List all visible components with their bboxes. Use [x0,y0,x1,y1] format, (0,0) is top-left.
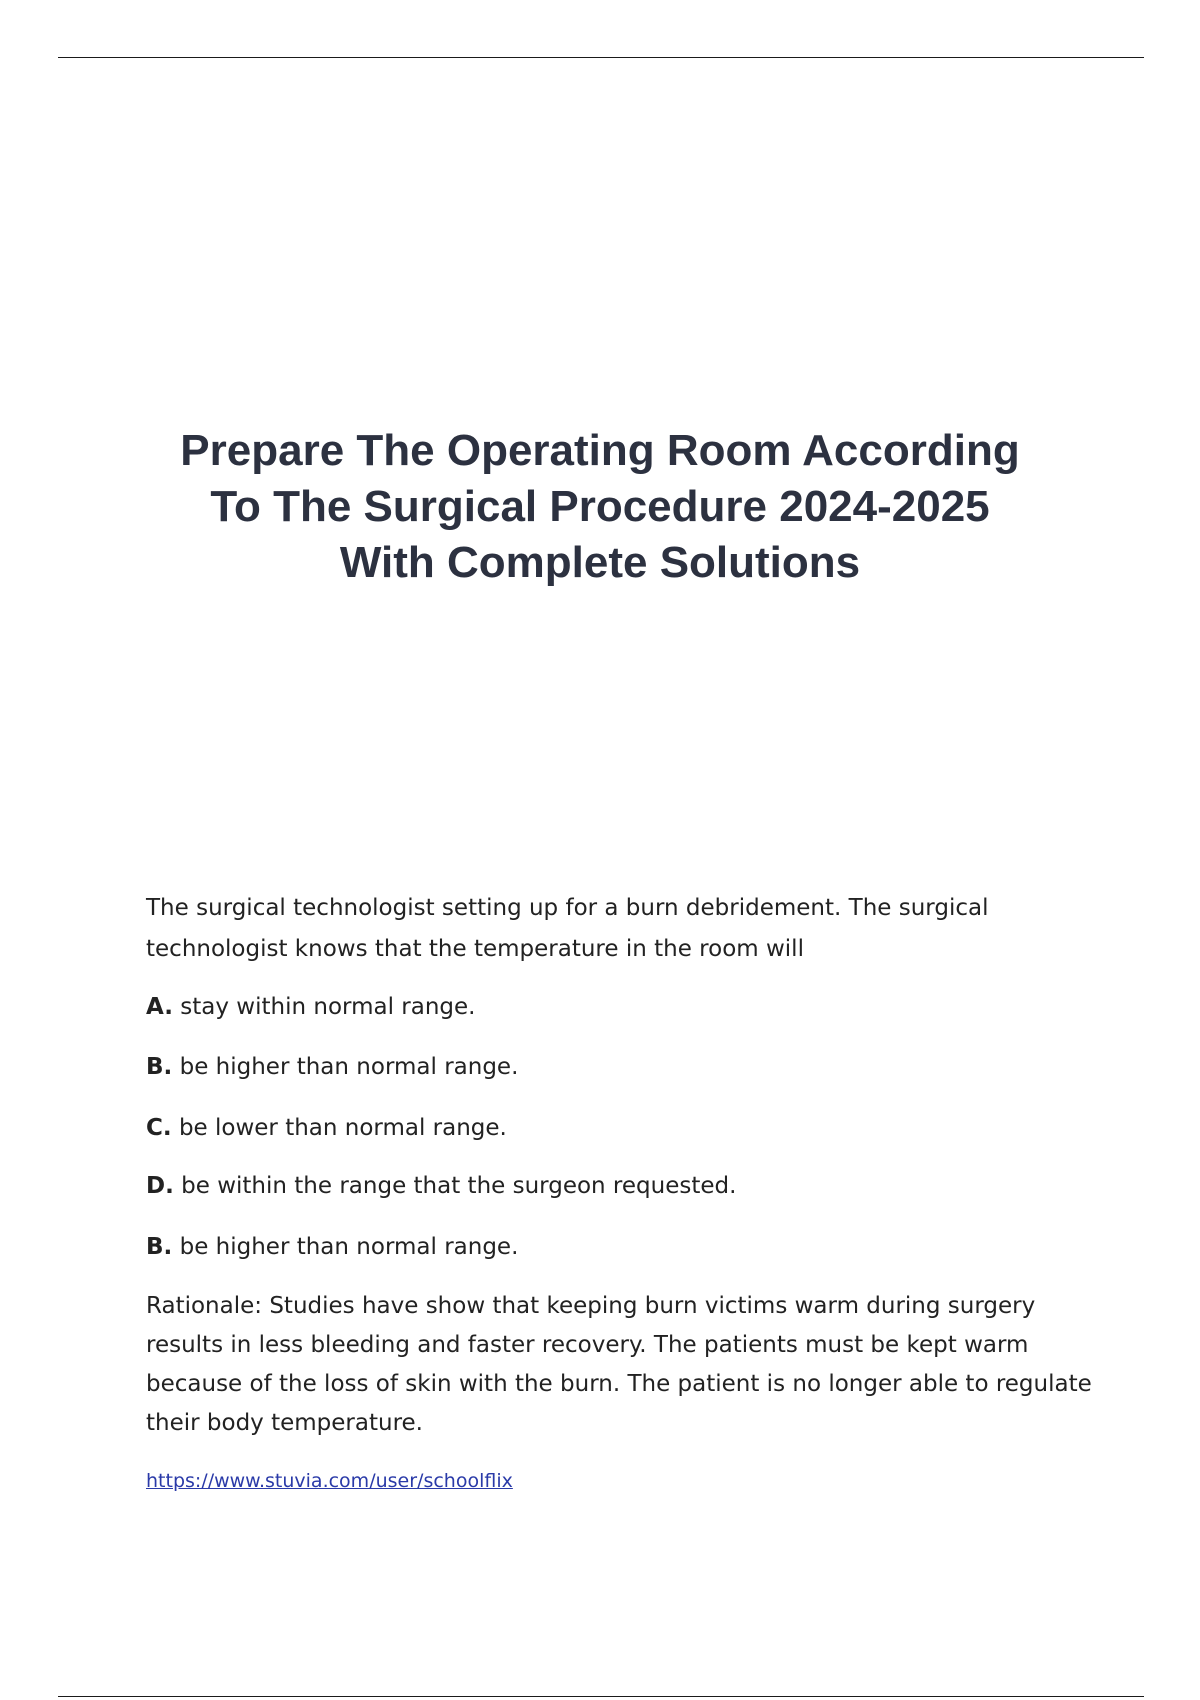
title-line-1: Prepare The Operating Room According [180,426,1020,475]
option-c-letter: C. [146,1115,172,1141]
option-b-text: be higher than normal range. [179,1054,519,1080]
option-b [146,1047,1096,1088]
option-a-text: stay within normal range. [180,994,476,1020]
option-c-text: be lower than normal range. [178,1115,507,1141]
option-d-letter: D. [146,1173,174,1199]
question-text: The surgical technologist setting up for a burn debridement. The surgical technologist knows that the temperature in the room will [146,895,989,962]
answer-letter: B. [146,1234,173,1260]
header-rule [58,57,1144,58]
answer-text: be higher than normal range. [179,1234,519,1260]
option-b-letter: B. [146,1054,173,1080]
footer-rule [58,1696,1144,1697]
option-c [146,1108,1096,1149]
answer [146,1227,1096,1268]
option-a [146,987,1096,1028]
rationale-text: Rationale: Studies have show that keeping burn victims warm during surgery results in less bleeding and faster recovery. The patients must be kept warm because of the loss of skin with the burn. The patient is no longer able to regulate their body temperature. [146,1293,1092,1436]
source-link[interactable]: https://www.stuvia.com/user/schoolflix [146,1470,513,1492]
title-line-2: To The Surgical Procedure 2024-2025 [210,482,990,531]
option-d-text: be within the range that the surgeon requested. [181,1173,737,1199]
option-a-letter: A. [146,994,173,1020]
question-block [146,888,1096,1498]
title-line-3: With Complete Solutions [339,538,861,587]
document-title [100,423,1100,591]
option-d [146,1166,1096,1207]
